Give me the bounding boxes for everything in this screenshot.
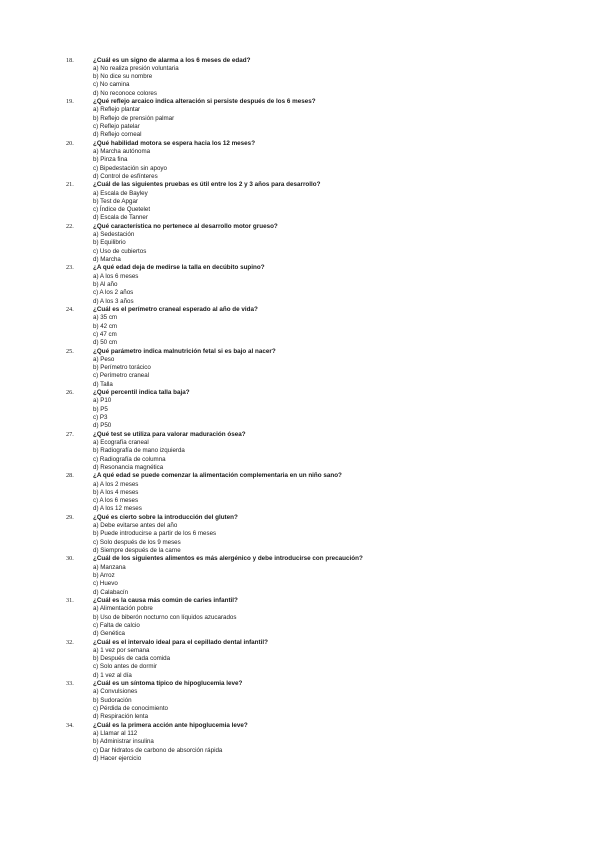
answer-option: d) Genética — [93, 630, 125, 638]
question-number: 24. — [66, 305, 74, 313]
question-block — [0, 722, 599, 764]
answer-option: c) Perímetro craneal — [93, 372, 150, 380]
answer-option: c) Pérdida de conocimiento — [93, 705, 168, 713]
question-block — [0, 140, 599, 182]
answer-option: d) P50 — [93, 422, 112, 430]
answer-option: b) Administrar insulina — [93, 738, 154, 746]
answer-option: c) Radiografía de columna — [93, 455, 166, 463]
question-body — [93, 680, 583, 721]
answer-option: d) Control de esfínteres — [93, 172, 158, 180]
question-block — [0, 472, 599, 514]
answer-option: a) No realiza presión voluntaria — [93, 64, 179, 72]
question-text: ¿Cuál es la causa más común de caries infantil? — [93, 597, 238, 605]
answer-option: a) 1 vez por semana — [93, 646, 150, 654]
answer-option: c) No camina — [93, 81, 130, 89]
answer-option: b) Sudoración — [93, 696, 132, 704]
answer-option: d) 1 vez al día — [93, 671, 132, 679]
question-body — [93, 98, 583, 139]
question-text: ¿Qué test se utiliza para valorar maduración ósea? — [93, 430, 246, 438]
answer-option: b) Uso de biberón nocturno con líquidos azucarados — [93, 613, 237, 621]
answer-option: a) Reflejo plantar — [93, 106, 141, 114]
question-body — [93, 57, 583, 98]
question-body — [93, 555, 583, 596]
answer-option: c) A los 6 meses — [93, 497, 139, 505]
answer-option: b) Perímetro torácico — [93, 364, 151, 372]
question-number: 28. — [66, 472, 74, 480]
answer-option: a) Convulsiones — [93, 688, 138, 696]
question-text: ¿Qué percentil indica talla baja? — [93, 389, 190, 397]
answer-option: d) 50 cm — [93, 339, 118, 347]
answer-option: b) Test de Apgar — [93, 197, 138, 205]
question-text: ¿Cuál es el intervalo ideal para el cepillado dental infantil? — [93, 638, 268, 646]
answer-option: d) A los 12 meses — [93, 505, 142, 513]
question-block — [0, 514, 599, 556]
question-number: 22. — [66, 222, 74, 230]
answer-option: c) Índice de Quetelet — [93, 206, 151, 214]
question-body — [93, 223, 583, 264]
question-block — [0, 98, 599, 140]
question-number: 23. — [66, 264, 74, 272]
question-number: 34. — [66, 721, 74, 729]
question-body — [93, 431, 583, 472]
answer-option: b) Arroz — [93, 572, 115, 580]
question-text: ¿A qué edad deja de medirse la talla en decúbito supino? — [93, 264, 265, 272]
question-number: 32. — [66, 638, 74, 646]
answer-option: d) Marcha — [93, 256, 121, 263]
answer-option: c) Solo después de los 9 meses — [93, 538, 181, 546]
question-text: ¿Cuál de las siguientes pruebas es útil entre los 2 y 3 años para desarrollo? — [93, 181, 321, 189]
answer-option: d) Talla — [93, 380, 113, 388]
answer-option: b) 42 cm — [93, 322, 118, 330]
question-body — [93, 597, 583, 638]
question-block — [0, 389, 599, 431]
answer-option: c) A los 2 años — [93, 289, 134, 297]
question-text: ¿Qué característica no pertenece al desarrollo motor grueso? — [93, 222, 278, 230]
answer-option: b) No dice su nombre — [93, 73, 153, 81]
question-body — [93, 264, 583, 305]
question-number: 18. — [66, 56, 74, 64]
answer-option: d) Reflejo corneal — [93, 131, 142, 139]
answer-option: a) Debe evitarse antes del año — [93, 522, 178, 530]
question-text: ¿Cuál es el perímetro craneal esperado al año de vida? — [93, 305, 258, 313]
question-text: ¿Qué reflejo arcaico indica alteración si persiste después de los 6 meses? — [93, 98, 316, 106]
answer-option: b) P5 — [93, 405, 108, 413]
question-body — [93, 389, 583, 430]
question-number: 33. — [66, 680, 74, 688]
answer-option: c) Uso de cubiertos — [93, 247, 147, 255]
answer-option: a) Sedestación — [93, 231, 135, 239]
answer-option: c) Huevo — [93, 580, 118, 588]
answer-option: c) Reflejo patelar — [93, 122, 140, 130]
question-body — [93, 722, 583, 763]
question-text: ¿Qué es cierto sobre la introducción del gluten? — [93, 513, 238, 521]
question-number: 21. — [66, 181, 74, 189]
answer-option: a) Manzana — [93, 563, 126, 571]
answer-option: c) Solo antes de dormir — [93, 663, 157, 671]
answer-option: a) P10 — [93, 397, 112, 405]
answer-option: d) Respiración lenta — [93, 713, 149, 721]
question-text: ¿A qué edad se puede comenzar la alimentación complementaria en un niño sano? — [93, 472, 342, 480]
question-body — [93, 514, 583, 555]
answer-option: c) Bipedestación sin apoyo — [93, 164, 167, 172]
question-body — [93, 140, 583, 181]
answer-option: c) Dar hidratos de carbono de absorción rápida — [93, 746, 223, 754]
question-text: ¿Cuál es un síntoma típico de hipoglucemia leve? — [93, 680, 243, 688]
question-block — [0, 306, 599, 348]
answer-option: a) A los 6 meses — [93, 272, 139, 280]
question-block — [0, 348, 599, 390]
answer-option: b) A los 4 meses — [93, 488, 139, 496]
answer-option: a) A los 2 meses — [93, 480, 139, 488]
answer-option: b) Pinza fina — [93, 156, 128, 164]
answer-option: a) Peso — [93, 355, 115, 363]
answer-option: d) No reconoce colores — [93, 89, 157, 97]
question-text: ¿Cuál es un signo de alarma a los 6 meses de edad? — [93, 56, 251, 64]
answer-option: c) P3 — [93, 414, 108, 422]
answer-option: b) Equilibrio — [93, 239, 126, 247]
question-block — [0, 57, 599, 99]
answer-option: b) Después de cada comida — [93, 655, 171, 663]
answer-option: a) Ecografía craneal — [93, 439, 149, 446]
question-block — [0, 680, 599, 722]
answer-option: a) Llamar al 112 — [93, 730, 138, 738]
question-number: 29. — [66, 513, 74, 521]
question-block — [0, 639, 599, 681]
answer-option: a) Marcha autónoma — [93, 147, 151, 155]
question-body — [93, 639, 583, 680]
answer-option: d) Escala de Tanner — [93, 214, 148, 222]
question-number: 31. — [66, 597, 74, 605]
answer-option: b) Radiografía de mano izquierda — [93, 447, 185, 455]
answer-option: b) Al año — [93, 280, 118, 288]
answer-option: a) Alimentación pobre — [93, 605, 153, 613]
answer-option: c) Falta de calcio — [93, 621, 140, 629]
answer-option: d) Calabacín — [93, 588, 129, 596]
question-number: 26. — [66, 389, 74, 397]
question-text: ¿Cuál es la primera acción ante hipoglucemia leve? — [93, 721, 248, 729]
question-body — [93, 472, 583, 513]
question-number: 27. — [66, 430, 74, 438]
answer-option: d) Resonancia magnética — [93, 463, 164, 471]
question-block — [0, 223, 599, 265]
answer-option: d) Siempre después de la carne — [93, 547, 181, 555]
question-number: 25. — [66, 347, 74, 355]
question-list — [0, 57, 599, 764]
question-number: 30. — [66, 555, 74, 563]
question-body — [93, 306, 583, 347]
question-block — [0, 181, 599, 223]
answer-option: b) Reflejo de prensión palmar — [93, 114, 175, 122]
question-number: 19. — [66, 98, 74, 106]
question-text: ¿Qué habilidad motora se espera hacia los 12 meses? — [93, 139, 256, 147]
answer-option: a) 35 cm — [93, 314, 118, 322]
answer-option: a) Escala de Bayley — [93, 189, 148, 197]
question-block — [0, 555, 599, 597]
question-text: ¿Cuál de los siguientes alimentos es más alergénico y debe introducirse con precaución? — [93, 555, 363, 563]
question-text: ¿Qué parámetro indica malnutrición fetal si es bajo al nacer? — [93, 347, 276, 355]
question-body — [93, 348, 583, 389]
answer-option: c) 47 cm — [93, 330, 117, 338]
question-block — [0, 264, 599, 306]
answer-option: b) Puede introducirse a partir de los 6 meses — [93, 530, 217, 538]
question-block — [0, 431, 599, 473]
question-number: 20. — [66, 139, 74, 147]
question-block — [0, 597, 599, 639]
answer-option: d) Hacer ejercicio — [93, 754, 142, 762]
answer-option: d) A los 3 años — [93, 297, 134, 305]
question-body — [93, 181, 583, 222]
